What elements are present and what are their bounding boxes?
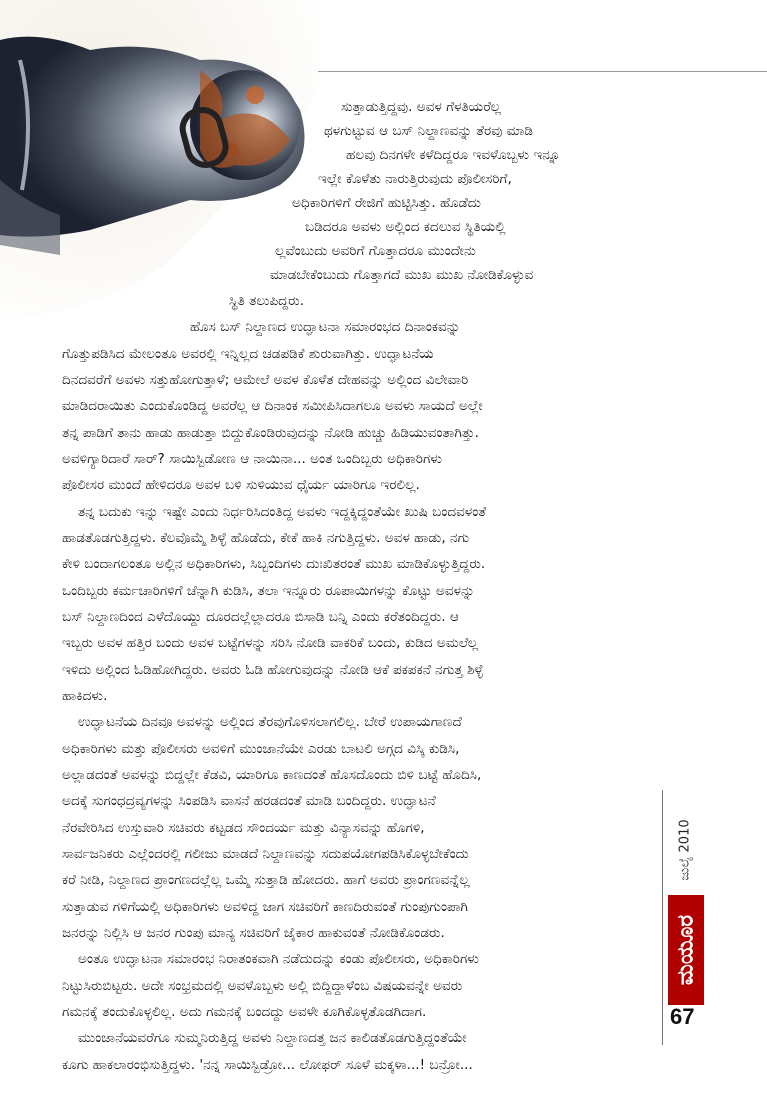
text-line: ಉದ್ಘಾಟನೆಯ ದಿನವೂ ಅವಳನ್ನು ಅಲ್ಲಿಂದ ತೆರವುಗೊಳಿಸಲಾಗಲಿಲ್ಲ. ಬೇರೆ ಉಪಾಯಗಾಣದೆ [78, 714, 462, 730]
text-line: ತನ್ನ ಬದುಕು ಇನ್ನು ಇಷ್ಟೇ ಎಂದು ನಿರ್ಧರಿಸಿದಂತಿದ್ದ ಅವಳು ಇದ್ದಕ್ಕಿದ್ದಂತೆಯೇ ಖುಷಿ ಬಂದವಳಂತೆ [78, 504, 487, 520]
text-line: ಜನರನ್ನು ನಿಲ್ಲಿಸಿ ಆ ಜನರ ಗುಂಪು ಮಾನ್ಯ ಸಚಿವರಿಗೆ ಜೈಕಾರ ಹಾಕುವಂತೆ ನೋಡಿಕೊಂಡರು. [62, 925, 445, 941]
text-line: ಮಾಡಿದರಾಯಿತು ಎಂದುಕೊಂಡಿದ್ದ ಅವರೆಲ್ಲ ಆ ದಿನಾಂಕ ಸಮೀಪಿಸಿದಾಗಲೂ ಅವಳು ಸಾಯದೆ ಅಲ್ಲೇ [62, 398, 483, 414]
text-line: ನಿಟ್ಟುಸಿರುಬಿಟ್ಟರು. ಅದೇ ಸಂಭ್ರಮದಲ್ಲಿ ಅವಳೊಬ್ಬಳು ಅಲ್ಲಿ ಬಿದ್ದಿದ್ದಾಳೆಂಬ ವಿಷಯವನ್ನೇ ಅವರು [62, 978, 463, 994]
text-line: ದಿನದವರೆಗೆ ಅವಳು ಸತ್ತುಹೋಗುತ್ತಾಳೆ; ಆಮೇಲೆ ಅವಳ ಕೊಳೆತ ದೇಹವನ್ನು ಅಲ್ಲಿಂದ ವಿಲೇವಾರಿ [62, 372, 469, 388]
text-line: ಅಧಿಕಾರಿಗಳಿಗೆ ರೇಜಿಗೆ ಹುಟ್ಟಿಸಿತ್ತು. ಹೊಡೆದು [292, 195, 481, 211]
text-line: ಲ್ಲವೆಂಬುದು ಅವರಿಗೆ ಗೊತ್ತಾದರೂ ಮುಂದೇನು [275, 243, 476, 259]
text-line: ನೆರವೇರಿಸಿದ ಉಸ್ತುವಾರಿ ಸಚಿವರು ಕಟ್ಟಡದ ಸೌಂದರ್ಯ ಮತ್ತು ವಿನ್ಯಾಸವನ್ನು ಹೊಗಳಿ, [62, 820, 425, 836]
text-line: ಕರೆ ನೀಡಿ, ನಿಲ್ದಾಣದ ಪ್ರಾಂಗಣದಲ್ಲೆಲ್ಲ ಒಮ್ಮೆ ಸುತ್ತಾಡಿ ಹೋದರು. ಹಾಗೆ ಅವರು ಪ್ರಾಂಗಣವನ್ನೆಲ್ಲ [62, 872, 470, 888]
text-line: ಹಾಡತೊಡಗುತ್ತಿದ್ದಳು. ಕೆಲವೊಮ್ಮೆ ಶಿಳ್ಳೆ ಹೊಡೆದು, ಕೇಕೆ ಹಾಕಿ ನಗುತ್ತಿದ್ದಳು. ಅವಳ ಹಾಡು, ನಗು [62, 530, 470, 546]
text-line: ಅದಕ್ಕೆ ಸುಗಂಧದ್ರವ್ಯಗಳನ್ನು ಸಿಂಪಡಿಸಿ ವಾಸನೆ ಹರಡದಂತೆ ಮಾಡಿ ಬಂದಿದ್ದರು. ಉದ್ಘಾಟನೆ [62, 793, 436, 809]
text-line: ಗಮನಕ್ಕೆ ತಂದುಕೊಳ್ಳಲಿಲ್ಲ. ಅದು ಗಮನಕ್ಕೆ ಬಂದದ್ದು ಅವಳೇ ಕೂಗಿಕೊಳ್ಳತೊಡಗಿದಾಗ. [62, 1004, 427, 1020]
text-line: ಬಸ್ ನಿಲ್ದಾಣದಿಂದ ಎಳೆದೊಯ್ದು ದೂರದಲ್ಲೆಲ್ಲಾದರೂ ಬಿಸಾಡಿ ಬನ್ನಿ ಎಂದು ಕರೆತಂದಿದ್ದರು. ಆ [62, 609, 459, 625]
text-line: ಅಲ್ಲಾಡದಂತೆ ಅವಳನ್ನು ಬಿದ್ದಲ್ಲೇ ಕೆಡವಿ, ಯಾರಿಗೂ ಕಾಣದಂತೆ ಹೊಸದೊಂದು ಬಿಳಿ ಬಟ್ಟೆ ಹೊದಿಸಿ, [62, 767, 482, 783]
text-line: ಕೇಳಿ ಬಂದಾಗಲಂತೂ ಅಲ್ಲಿನ ಅಧಿಕಾರಿಗಳು, ಸಿಬ್ಬಂದಿಗಳು ದುಃಖಿತರಂತೆ ಮುಖ ಮಾಡಿಕೊಳ್ಳುತ್ತಿದ್ದರು. [62, 556, 486, 572]
text-line: ಹಾಕಿದಳು. [62, 688, 108, 704]
text-line: ಮುಂಜಾನೆಯವರೆಗೂ ಸುಮ್ಮನಿರುತ್ತಿದ್ದ ಅವಳು ನಿಲ್ದಾಣದತ್ತ ಜನ ಕಾಲಿಡತೊಡಗುತ್ತಿದ್ದಂತೆಯೇ [78, 1030, 467, 1046]
text-line: ಸ್ಥಿತಿ ತಲುಪಿದ್ದರು. [229, 293, 305, 309]
text-line: ಥಳಗುಟ್ಟುವ ಆ ಬಸ್ ನಿಲ್ದಾಣವನ್ನು ತೆರವು ಮಾಡಿ [324, 123, 533, 139]
text-line: ಇಬ್ಬರು ಅವಳ ಹತ್ತಿರ ಬಂದು ಅವಳ ಬಟ್ಟೆಗಳನ್ನು ಸರಿಸಿ ನೋಡಿ ವಾಕರಿಕೆ ಬಂದು, ಕುಡಿದ ಅಮಲೆಲ್ಲ [62, 635, 479, 651]
text-line: ಅಂತೂ ಉದ್ಘಾಟನಾ ಸಮಾರಂಭ ನಿರಾತಂಕವಾಗಿ ನಡೆದುದನ್ನು ಕಂಡು ಪೊಲೀಸರು, ಅಧಿಕಾರಿಗಳು [78, 951, 479, 967]
text-line: ಹೊಸ ಬಸ್ ನಿಲ್ದಾಣದ ಉದ್ಘಾಟನಾ ಸಮಾರಂಭದ ದಿನಾಂಕವನ್ನು [190, 319, 461, 335]
text-line: ತನ್ನ ಪಾಡಿಗೆ ತಾನು ಹಾಡು ಹಾಡುತ್ತಾ ಬಿದ್ದುಕೊಂಡಿರುವುದನ್ನು ನೋಡಿ ಹುಚ್ಚು ಹಿಡಿಯುವಂತಾಗಿತ್ತು. [62, 425, 479, 441]
issue-date: ಜುಲೈ 2010 [677, 819, 693, 881]
text-line: ಒಂದಿಬ್ಬರು ಕರ್ಮಚಾರಿಗಳಿಗೆ ಚೆನ್ನಾಗಿ ಕುಡಿಸಿ, ತಲಾ ಇನ್ನೂರು ರೂಪಾಯಿಗಳನ್ನು ಕೊಟ್ಟು ಅವಳನ್ನು [62, 583, 475, 599]
text-line: ಸಾರ್ವಜನಿಕರು ಎಲ್ಲೆಂದರಲ್ಲಿ ಗಲೀಜು ಮಾಡದೆ ನಿಲ್ದಾಣವನ್ನು ಸದುಪಯೋಗಪಡಿಸಿಕೊಳ್ಳಬೇಕೆಂದು [62, 846, 469, 862]
text-line: ಹಲವು ದಿನಗಳೇ ಕಳೆದಿದ್ದರೂ ಇವಳೊಬ್ಬಳು ಇನ್ನೂ [346, 147, 561, 163]
text-line: ಅಧಿಕಾರಿಗಳು ಮತ್ತು ಪೊಲೀಸರು ಅವಳಿಗೆ ಮುಂಜಾನೆಯೇ ಎರಡು ಬಾಟಲಿ ಅಗ್ಗದ ವಿಸ್ಕಿ ಕುಡಿಸಿ, [62, 741, 460, 757]
text-line: ಸುತ್ತಾಡುವ ಗಳಿಗೆಯಲ್ಲಿ ಅಧಿಕಾರಿಗಳು ಅವಳಿದ್ದ ಜಾಗ ಸಚಿವರಿಗೆ ಕಾಣದಿರುವಂತೆ ಗುಂಪುಗುಂಪಾಗಿ [62, 899, 468, 915]
text-line: ಗೊತ್ತುಪಡಿಸಿದ ಮೇಲಂತೂ ಅವರಲ್ಲಿ ಇನ್ನಿಲ್ಲದ ಚಡಪಡಿಕೆ ಶುರುವಾಗಿತ್ತು. ಉದ್ಘಾಟನೆಯ [62, 346, 434, 362]
page-number: 67 [670, 1004, 695, 1029]
text-line: ಪೊಲೀಸರ ಮುಂದೆ ಹೇಳಿದರೂ ಅವಳ ಬಳಿ ಸುಳಿಯುವ ಧೈರ್ಯ ಯಾರಿಗೂ ಇರಲಿಲ್ಲ. [62, 477, 420, 493]
text-line: ಅವಳಿಗ್ಯಾರಿದಾರೆ ಸಾರ್? ಸಾಯಿಸ್ಬಿಡೋಣ ಆ ನಾಯಿನಾ... ಅಂತ ಒಂದಿಬ್ಬರು ಅಧಿಕಾರಿಗಳು [62, 451, 443, 467]
text-line: ಸುತ್ತಾಡುತ್ತಿದ್ದವು. ಅವಳ ಗೆಳತಿಯರೆಲ್ಲ [341, 99, 501, 115]
text-line: ಬಡಿದರೂ ಅವಳು ಅಲ್ಲಿಂದ ಕದಲುವ ಸ್ಥಿತಿಯಲ್ಲಿ [305, 219, 506, 235]
text-line: ಇಳಿದು ಅಲ್ಲಿಂದ ಓಡಿಹೋಗಿದ್ದರು. ಅವರು ಓಡಿ ಹೋಗುವುದನ್ನು ನೋಡಿ ಆಕೆ ಪಕಪಕನೆ ನಗುತ್ತ ಶಿಳ್ಳೆ [62, 662, 484, 678]
text-line: ಕೂಗು ಹಾಕಲಾರಂಭಿಸುತ್ತಿದ್ದಳು. 'ನನ್ನ ಸಾಯಿಸ್ಬಿಡ್ರೋ... ಲೋಫರ್ ಸೂಳೆ ಮಕ್ಕಳಾ...! ಬನ್ರೋ... [62, 1057, 473, 1073]
text-line: ಮಾಡಬೇಕೆಂಬುದು ಗೊತ್ತಾಗದೆ ಮುಖ ಮುಖ ನೋಡಿಕೊಳ್ಳುವ [270, 267, 534, 283]
magazine-logo: ಮಯೂರ [668, 895, 704, 1005]
text-line: ಇಲ್ಲೇ ಕೊಳೆತು ನಾರುತ್ತಿರುವುದು ಪೊಲೀಸರಿಗೆ, [318, 171, 512, 187]
